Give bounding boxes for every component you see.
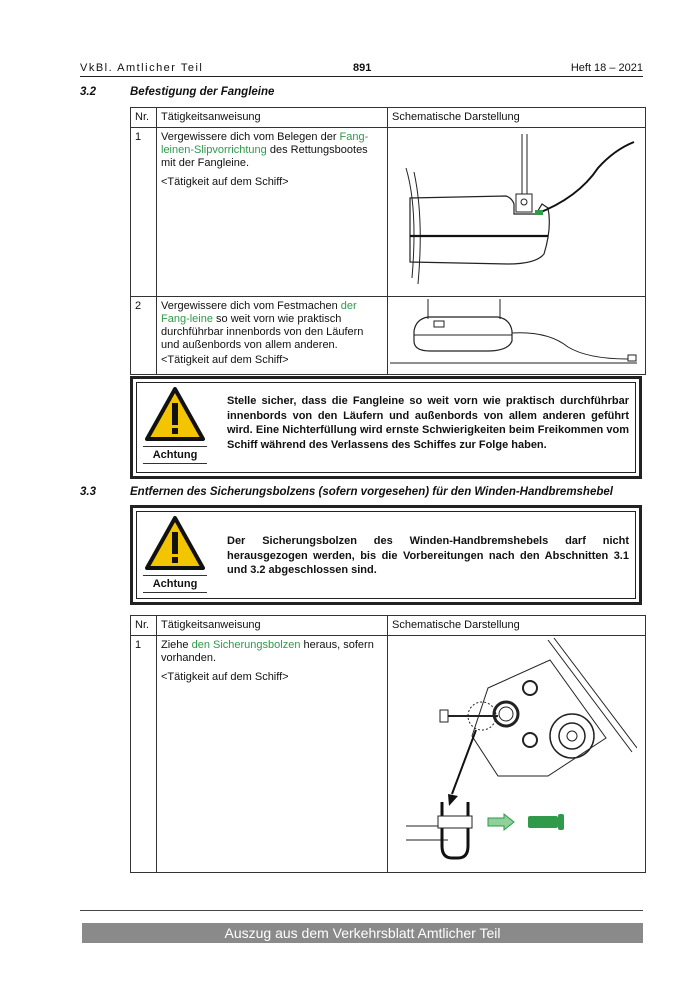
header-issue: Heft 18 – 2021	[570, 62, 643, 74]
term-link[interactable]: den Sicherungsbolzen	[191, 639, 301, 651]
table-header-row	[131, 616, 646, 636]
instruction-text: Ziehe	[161, 639, 192, 651]
step-instruction	[157, 636, 388, 873]
lifeboat-hook-diagram	[388, 128, 637, 292]
activity-tag: <Tätigkeit auf dem Schiff>	[161, 354, 289, 366]
warning-label: Achtung	[143, 575, 207, 593]
table-header-row	[131, 108, 646, 128]
step-instruction	[157, 297, 388, 375]
column-header: Schematische Darstellung	[388, 108, 646, 128]
header-publication: VkBl. Amtlicher Teil	[80, 62, 204, 74]
warning-label: Achtung	[143, 446, 207, 464]
column-header: Schematische Darstellung	[388, 616, 646, 636]
column-header: Nr.	[131, 616, 157, 636]
instruction-text: heraus, sofern vorhanden.	[161, 639, 374, 664]
instruction-text: des Rettungsbootes mit der Fangleine.	[161, 144, 368, 169]
header-rule	[80, 76, 643, 77]
warning-triangle-icon	[145, 516, 205, 570]
instruction-text: so weit vorn wie praktisch durchführbar innenbords von den Läufern und außenbords von allem anderen.	[161, 313, 364, 351]
step-number: 1	[131, 128, 157, 297]
step-number: 2	[131, 297, 157, 375]
schematic-cell	[388, 297, 646, 375]
lifeboat-side-diagram	[388, 297, 637, 370]
term-link[interactable]: Fang-leinen-Slipvorrichtung	[161, 131, 369, 156]
section-title: Befestigung der Fangleine	[130, 86, 275, 98]
warning-box	[130, 505, 642, 605]
warning-text: Stelle sicher, dass die Fangleine so weit vorn wie praktisch durchführbar innenbords von den Läufern und außenbords von allem anderen geführt wird. Eine Nichterfüllung wird ernste Schwierigkeiten beim Freikommen vom Schiff während des Verlassens des Schiffes zur Folge haben.	[227, 395, 629, 451]
column-header: Nr.	[131, 108, 157, 128]
activity-tag: <Tätigkeit auf dem Schiff>	[161, 671, 289, 683]
warning-box	[130, 376, 642, 479]
warning-triangle-icon	[145, 387, 205, 441]
column-header: Tätigkeitsanweisung	[157, 108, 388, 128]
section-number: 3.3	[80, 486, 96, 498]
footer-rule	[80, 910, 643, 911]
section-title: Entfernen des Sicherungsbolzens (sofern vorgesehen) für den Winden-Handbremshebel	[130, 486, 613, 498]
section-number: 3.2	[80, 86, 96, 98]
table-row	[131, 128, 646, 297]
footer-banner: Auszug aus dem Verkehrsblatt Amtlicher Teil	[82, 923, 643, 943]
step-number: 1	[131, 636, 157, 873]
step-instruction	[157, 128, 388, 297]
instruction-text: Vergewissere dich vom Festmachen	[161, 300, 341, 312]
schematic-cell	[388, 636, 646, 873]
table-row	[131, 636, 646, 873]
activity-tag: <Tätigkeit auf dem Schiff>	[161, 176, 289, 188]
term-link[interactable]: der Fang-leine	[161, 300, 357, 325]
instruction-table-1	[130, 107, 646, 375]
header-page-number: 891	[353, 62, 372, 74]
column-header: Tätigkeitsanweisung	[157, 616, 388, 636]
instruction-table-2	[130, 615, 646, 873]
warning-text: Der Sicherungsbolzen des Winden-Handbremshebels darf nicht herausgezogen werden, bis die Vorbereitungen nach den Abschnitten 3.1 und 3.2 abgeschlossen sind.	[227, 535, 629, 576]
schematic-cell	[388, 128, 646, 297]
table-row	[131, 297, 646, 375]
winch-brake-diagram	[388, 636, 637, 868]
instruction-text: Vergewissere dich vom Belegen der	[161, 131, 340, 143]
